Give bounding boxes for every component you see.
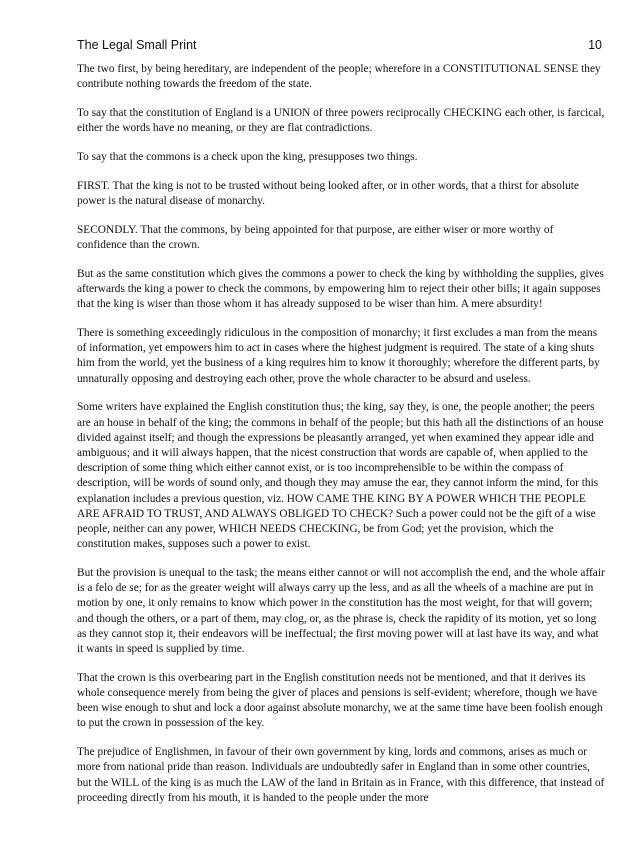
- paragraph: There is something exceedingly ridiculous in the composition of monarchy; it first excludes a man from the means of information, yet empowers him to act in cases where the highest judgment is required. The state of a king shuts him from the world, yet the business of a king requires him to know it thoroughly; wherefore the different parts, by unnaturally opposing and destroying each other, prove the whole character to be absurd and useless.: [77, 327, 600, 385]
- paragraph: The two first, by being hereditary, are independent of the people; wherefore in a CONSTITUTIONAL SENSE they contribute nothing towards the freedom of the state.: [77, 63, 601, 91]
- paragraph: To say that the commons is a check upon the king, presupposes two things.: [77, 151, 418, 163]
- page-header: [77, 38, 602, 54]
- paragraph: FIRST. That the king is not to be trusted without being looked after, or in other words, that a thirst for absolute power is the natural disease of monarchy.: [77, 179, 579, 207]
- paragraph: The prejudice of Englishmen, in favour of their own government by king, lords and commons, arises as much or more from national pride than reason. Individuals are undoubtedly safer in England than in some other countries, but the WILL of the king is as much the LAW of the land in Britain as in France, with this difference, that instead of proceeding directly from his mouth, it is handed to the people under the more: [77, 746, 605, 804]
- document-body: [77, 62, 605, 820]
- paragraph: But as the same constitution which gives the commons a power to check the king by withholding the supplies, gives afterwards the king a power to check the commons, by empowering him to reject their other bills; it again supposes that the king is wiser than those whom it has already supposed to be wiser than him. A mere absurdity!: [77, 267, 604, 311]
- page-number: 10: [588, 38, 602, 52]
- header-title: The Legal Small Print: [77, 38, 197, 52]
- paragraph: Some writers have explained the English constitution thus; the king, say they, is one, the people another; the peers are an house in behalf of the king; the commons in behalf of the people; but this hath all the distinctions of an house divided against itself; and though the expressions be pleasantly arranged, yet when examined they appear idle and ambiguous; and it will always happen, that the nicest construction that words are capable of, when applied to the description of some thing which either cannot exist, or is too incomprehensible to be within the compass of description, will be words of sound only, and though they may amuse the ear, they cannot inform the mind, for this explanation includes a previous question, viz. HOW CAME THE KING BY A POWER WHICH THE PEOPLE ARE AFRAID TO TRUST, AND ALWAYS OBLIGED TO CHECK? Such a power could not be the gift of a wise people, neither can any power, WHICH NEEDS CHECKING, be from God; yet the provision, which the constitution makes, supposes such a power to exist.: [77, 401, 604, 551]
- paragraph: SECONDLY. That the commons, by being appointed for that purpose, are either wiser or more worthy of confidence than the crown.: [77, 223, 554, 251]
- paragraph: But the provision is unequal to the task; the means either cannot or will not accomplish the end, and the whole affair is a felo de se; for as the greater weight will always carry up the less, and as all the wheels of a machine are put in motion by one, it only remains to know which power in the constitution has the most weight, for that will govern; and though the others, or a part of them, may clog, or, as the phrase is, check the rapidity of its motion, yet so long as they cannot stop it, their endeavors will be ineffectual; the first moving power will at last have its way, and what it wants in speed is supplied by time.: [77, 567, 605, 656]
- paragraph: That the crown is this overbearing part in the English constitution needs not be mentioned, and that it derives its whole consequence merely from being the giver of places and pensions is self-evident; wherefore, though we have been wise enough to shut and lock a door against absolute monarchy, we at the same time have been foolish enough to put the crown in possession of the key.: [77, 671, 603, 730]
- paragraph: To say that the constitution of England is a UNION of three powers reciprocally CHECKING each other, is farcical, either the words have no meaning, or they are flat contradictions.: [77, 107, 605, 135]
